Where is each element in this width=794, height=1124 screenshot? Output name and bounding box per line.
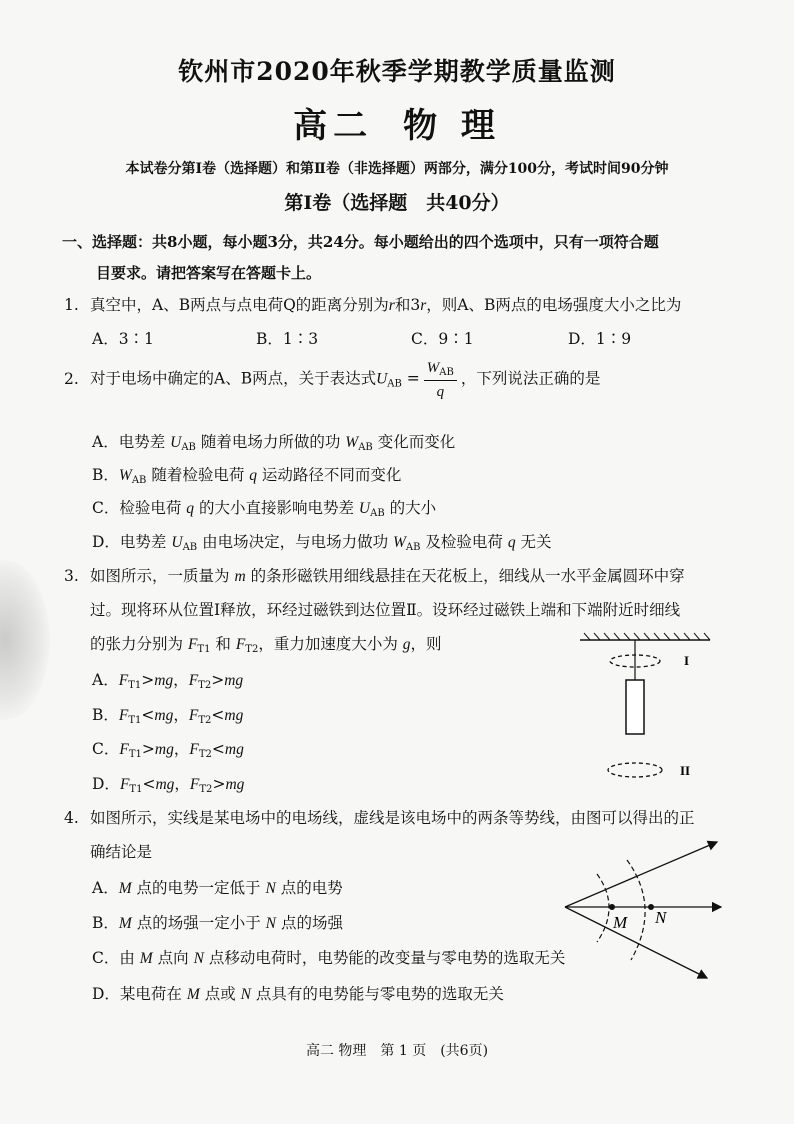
question-3-line2: 过。现将环从位置Ⅰ释放，环经过磁铁到达位置Ⅱ。设环经过磁铁上端和下端附近时细线 [90,601,681,619]
q1-option-a[interactable]: A．3∶1 [92,330,154,348]
field-line-lower [565,907,707,978]
q4-option-a[interactable]: A．M 点的电势一定低于 N 点的电势 [92,879,343,897]
question-3-line3: 的张力分别为 $F_{T1}$ 和 $F_{T2}$，重力加速度大小为 g，则 [90,635,442,655]
q3-option-b[interactable]: B．$F_{T1}<mg$，$F_{T2}<mg$ [92,706,244,726]
q2-option-a[interactable]: A．电势差 $U_{AB}$ 随着电场力所做的功 $W_{AB}$ 变化而变化 [92,433,456,453]
q1-option-b[interactable]: B．1∶3 [256,330,319,348]
equipotential-inner [597,874,609,942]
instructions-line2: 目要求。请把答案写在答题卡上。 [96,264,322,282]
bar-magnet [626,680,644,734]
label-position-2: II [680,763,691,778]
q3-option-a[interactable]: A．$F_{T1}>mg$，$F_{T2}>mg$ [92,671,244,691]
scan-shadow [0,560,50,720]
q3-option-d[interactable]: D．$F_{T1}<mg$，$F_{T2}>mg$ [92,775,245,795]
q2-option-d[interactable]: D．电势差 $U_{AB}$ 由电场决定，与电场力做功 $W_{AB}$ 及检验电荷 q 无关 [92,533,552,553]
field-line-upper [565,842,717,907]
q1-option-d[interactable]: D．1∶9 [568,330,632,348]
question-1-options [92,327,692,347]
label-n: N [655,908,667,927]
label-position-1: I [684,653,690,668]
label-m: M [613,913,628,932]
q3-option-c[interactable]: C．$F_{T1}>mg$，$F_{T2}<mg$ [92,740,244,760]
question-4: 4. 如图所示，实线是某电场中的电场线，虚线是该电场中的两条等势线，由图可以得出的正 [64,809,695,827]
instructions-line1: 一、选择题：共8小题，每小题3分，共24分。每小题给出的四个选项中，只有一项符合题 [62,233,659,251]
q4-option-d[interactable]: D．某电荷在 M 点或 N 点具有的电势能与零电势的选取无关 [92,985,504,1003]
section-title: 第Ⅰ卷（选择题 共40分） [284,192,510,214]
question-1: 1. 真空中，A、B两点与点电荷Q的距离分别为r和3r，则A、B两点的电场强度大小之比为 [64,296,682,314]
q1-option-c[interactable]: C．9∶1 [411,330,474,348]
q2-option-b[interactable]: B．$W_{AB}$ 随着检验电荷 q 运动路径不同而变化 [92,466,402,486]
page-footer: 高二 物理 第 1 页 (共6页) [305,1043,489,1059]
point-m [609,904,615,910]
ring-position-2 [608,763,662,777]
q4-option-c[interactable]: C．由 M 点向 N 点移动电荷时，电势能的改变量与零电势的选取无关 [92,949,566,967]
field-lines-figure [555,830,730,990]
question-4-line2: 确结论是 [90,843,153,861]
q4-option-b[interactable]: B．M 点的场强一定小于 N 点的场强 [92,914,343,932]
magnet-ring-figure [570,630,720,790]
subject-title: 高二 物 理 [293,106,501,146]
ceiling-hatching [584,633,710,640]
question-3: 3. 如图所示，一质量为 m 的条形磁铁用细线悬挂在天花板上，细线从一水平金属圆环中穿 [64,567,685,585]
point-n [648,904,654,910]
question-2: 2. 对于电场中确定的A、B两点，关于表达式$U_{AB}$ = $\frac{W_{AB}}{q}$ ，下列说法正确的是 [64,360,601,400]
exam-note: 本试卷分第Ⅰ卷（选择题）和第Ⅱ卷（非选择题）两部分，满分100分，考试时间90分钟 [125,161,669,177]
q2-option-c[interactable]: C．检验电荷 q 的大小直接影响电势差 $U_{AB}$ 的大小 [92,499,437,519]
exam-title: 钦州市2020年秋季学期教学质量监测 [178,57,616,86]
